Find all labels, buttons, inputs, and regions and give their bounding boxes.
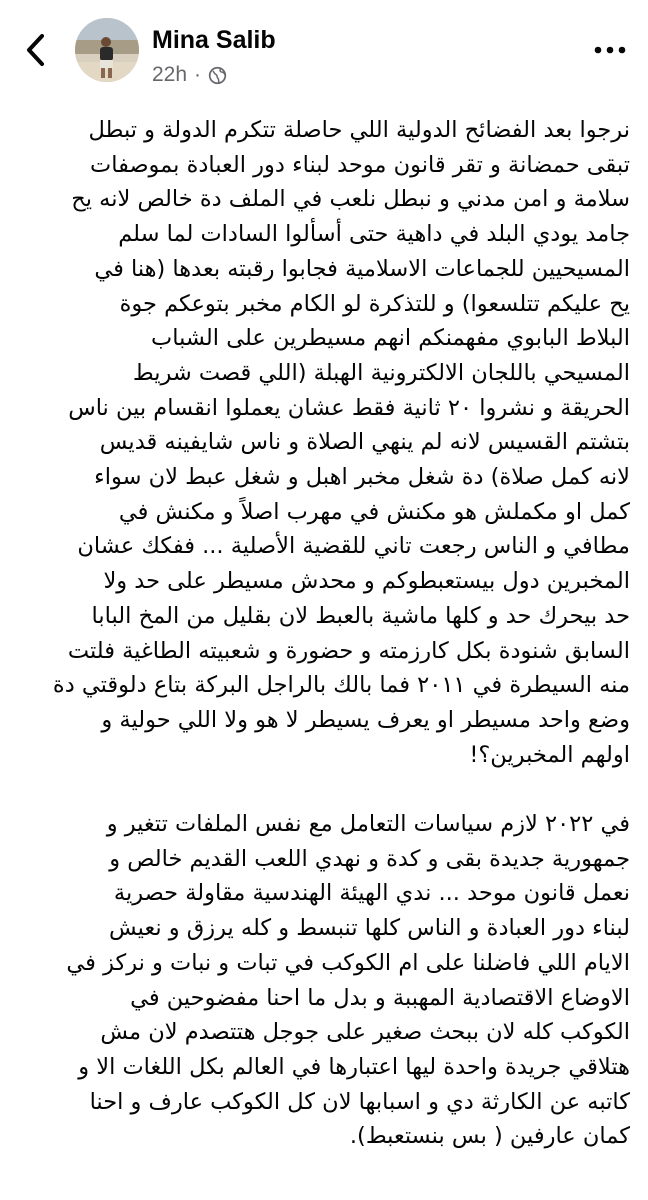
more-horizontal-icon bbox=[593, 46, 627, 54]
paragraph-spacer bbox=[18, 772, 630, 807]
post-paragraph: نرجوا بعد الفضائح الدولية اللي حاصلة تتكرم الدولة و تبطل تبقى حمضانة و تقر قانون موحد لبناء دور العبادة بموصفات سلامة و امن مدني و نبطل نلعب في الملف دة خالص لانه يح جامد يودي البلد في داهية حتى أسألوا السادات لما سلم المسيحيين للجماعات الاسلامية فجابوا رقبته بعدها (هنا في يح عليكم تتلسعوا) و للتذكرة لو الكام مخبر بتوعكم جوة البلاط البابوي مفهمنكم انهم مسيطرين على الشباب المسيحي باللجان الالكترونية الهبلة (اللي قصت شريط الحريقة و نشروا ٢٠ ثانية فقط عشان يعملوا انقسام بين ناس بتشتم القسيس لانه لم ينهي الصلاة و ناس شايفينه قديس لانه كمل صلاة) دة شغل مخبر اهبل و شغل عبط لان سواء كمل او مكملش هو مكنش في مهرب اصلاً و مكنش في مطافي و الناس رجعت تاني للقضية الأصلية ... ففكك عشان المخبرين دول بيستعبطوكم و محدش مسيطر على حد ولا حد بيحرك حد و كلها ماشية بالعبط لان بقليل من المخ البابا السابق شنودة بكل كارزمته و حضورة و شعبيته الطاغية فلتت منه السيطرة في ٢٠١١ فما بالك بالراجل البركة بتاع دلوقتي دة وضع واحد مسيطر او يعرف يسيطر لا هو ولا اللي حولية و اولهم المخبرين؟! bbox=[52, 117, 630, 768]
post-body bbox=[18, 113, 630, 1154]
post-timestamp[interactable]: 22h bbox=[152, 63, 188, 86]
meta-separator: · bbox=[194, 63, 202, 86]
post-paragraph: في ٢٠٢٢ لازم سياسات التعامل مع نفس الملفات تتغير و جمهورية جديدة بقى و كدة و نهدي اللعب القديم خالص و نعمل قانون موحد ... ندي الهيئة الهندسية مقاولة حصرية لبناء دور العبادة و الناس كلها تنبسط و كله يرزق و نعيش الايام اللي فاضلنا على ام الكوكب في تبات و نبات و نركز في الاوضاع الاقتصادية المهببة و بدل ما احنا مفضوحين في الكوكب كله لان ببحث صغير على جوجل هتتصدم لان مش هتلاقي جريدة واحدة ليها اعتبارها في العالم بكل اللغات الا و كاتبه عن الكارثة دي و اسبابها لان كل الكوكب عارف و احنا كمان عارفين ( بس بنستعبط). bbox=[66, 811, 630, 1150]
globe-icon[interactable] bbox=[208, 66, 227, 85]
back-button[interactable] bbox=[18, 30, 54, 70]
more-options-button[interactable] bbox=[590, 36, 630, 64]
author-name[interactable]: Mina Salib bbox=[152, 26, 276, 54]
post-meta bbox=[152, 63, 227, 87]
post-header bbox=[0, 0, 648, 100]
chevron-left-icon bbox=[25, 33, 47, 67]
avatar[interactable] bbox=[75, 18, 139, 82]
